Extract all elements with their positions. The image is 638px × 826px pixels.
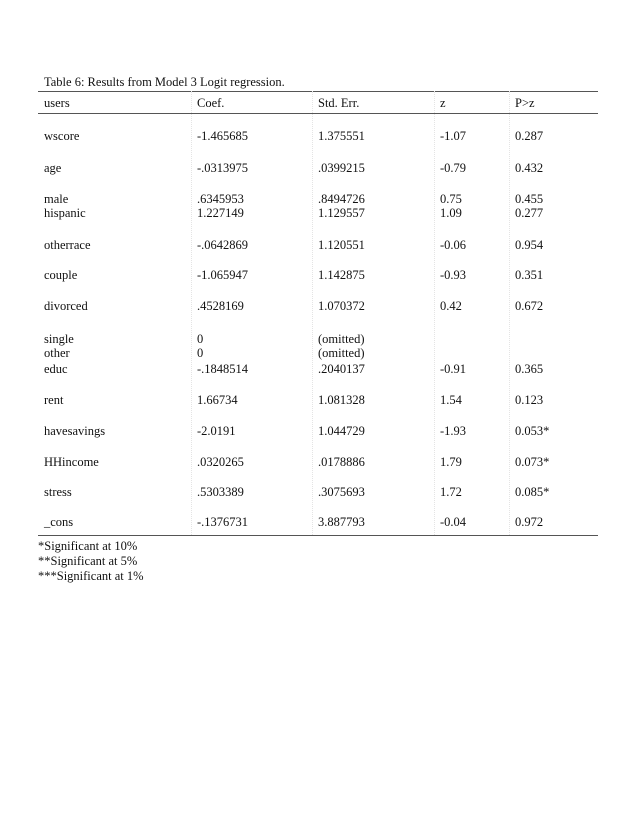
- cell-z: -1.93: [440, 424, 467, 438]
- cell-coef: -.1376731: [197, 515, 249, 529]
- cell-coef: .4528169: [197, 299, 244, 313]
- cell-std-err: 1.120551: [318, 238, 365, 252]
- cell-variable: single: [44, 332, 74, 346]
- cell-p: 0.073*: [515, 455, 550, 469]
- cell-p: 0.053*: [515, 424, 550, 438]
- cell-p: 0.277: [515, 206, 544, 220]
- cell-z: 0.75: [440, 192, 462, 206]
- cell-variable: other: [44, 346, 70, 360]
- cell-std-err: (omitted): [318, 332, 365, 346]
- cell-p: 0.085*: [515, 485, 550, 499]
- cell-z: 1.09: [440, 206, 462, 220]
- cell-z: -0.04: [440, 515, 467, 529]
- column-divider: [509, 91, 510, 535]
- cell-coef: .5303389: [197, 485, 244, 499]
- cell-variable: divorced: [44, 299, 88, 313]
- cell-std-err: .0178886: [318, 455, 365, 469]
- cell-p: 0.287: [515, 129, 544, 143]
- significance-note: *Significant at 10%: [38, 539, 138, 553]
- cell-variable: otherrace: [44, 238, 91, 252]
- cell-coef: 0: [197, 346, 204, 360]
- cell-z: 1.79: [440, 455, 462, 469]
- cell-coef: -1.465685: [197, 129, 249, 143]
- cell-z: -0.06: [440, 238, 467, 252]
- cell-z: -0.93: [440, 268, 467, 282]
- cell-variable: age: [44, 161, 62, 175]
- cell-z: 1.54: [440, 393, 462, 407]
- cell-std-err: .0399215: [318, 161, 365, 175]
- cell-std-err: (omitted): [318, 346, 365, 360]
- cell-variable: stress: [44, 485, 72, 499]
- cell-variable: havesavings: [44, 424, 106, 438]
- cell-p: 0.123: [515, 393, 544, 407]
- cell-coef: 1.66734: [197, 393, 238, 407]
- cell-coef: -.0642869: [197, 238, 249, 252]
- cell-coef: 1.227149: [197, 206, 244, 220]
- cell-variable: HHincome: [44, 455, 99, 469]
- column-divider: [312, 91, 313, 535]
- cell-std-err: 1.081328: [318, 393, 365, 407]
- cell-z: 1.72: [440, 485, 462, 499]
- cell-variable: male: [44, 192, 69, 206]
- cell-variable: couple: [44, 268, 78, 282]
- cell-std-err: 1.375551: [318, 129, 365, 143]
- table-bottom-rule: [38, 535, 598, 536]
- cell-z: 0.42: [440, 299, 462, 313]
- cell-std-err: 1.129557: [318, 206, 365, 220]
- cell-p: 0.954: [515, 238, 544, 252]
- cell-coef: .6345953: [197, 192, 244, 206]
- cell-variable: wscore: [44, 129, 80, 143]
- header-users: users: [44, 96, 70, 110]
- cell-coef: -1.065947: [197, 268, 249, 282]
- cell-p: 0.432: [515, 161, 544, 175]
- cell-coef: -.1848514: [197, 362, 249, 376]
- header-std-err: Std. Err.: [318, 96, 360, 110]
- cell-p: 0.365: [515, 362, 544, 376]
- cell-std-err: 1.070372: [318, 299, 365, 313]
- cell-z: -1.07: [440, 129, 467, 143]
- cell-variable: educ: [44, 362, 68, 376]
- cell-std-err: .3075693: [318, 485, 365, 499]
- cell-std-err: .2040137: [318, 362, 365, 376]
- cell-coef: -2.0191: [197, 424, 236, 438]
- cell-p: 0.972: [515, 515, 544, 529]
- cell-coef: -.0313975: [197, 161, 249, 175]
- header-z: z: [440, 96, 446, 110]
- cell-std-err: .8494726: [318, 192, 365, 206]
- cell-p: 0.672: [515, 299, 544, 313]
- cell-variable: hispanic: [44, 206, 86, 220]
- cell-p: 0.455: [515, 192, 544, 206]
- column-divider: [191, 91, 192, 535]
- header-coef: Coef.: [197, 96, 225, 110]
- table-header-rule: [38, 113, 598, 114]
- column-divider: [434, 91, 435, 535]
- significance-note: ***Significant at 1%: [38, 569, 144, 583]
- table-caption: Table 6: Results from Model 3 Logit regression.: [44, 75, 285, 89]
- table-top-rule: [38, 91, 598, 92]
- cell-z: -0.91: [440, 362, 467, 376]
- cell-coef: .0320265: [197, 455, 244, 469]
- cell-coef: 0: [197, 332, 204, 346]
- cell-std-err: 1.142875: [318, 268, 365, 282]
- header-p: P>z: [515, 96, 535, 110]
- cell-variable: _cons: [44, 515, 74, 529]
- cell-std-err: 3.887793: [318, 515, 365, 529]
- cell-variable: rent: [44, 393, 64, 407]
- cell-std-err: 1.044729: [318, 424, 365, 438]
- cell-z: -0.79: [440, 161, 467, 175]
- cell-p: 0.351: [515, 268, 544, 282]
- significance-note: **Significant at 5%: [38, 554, 138, 568]
